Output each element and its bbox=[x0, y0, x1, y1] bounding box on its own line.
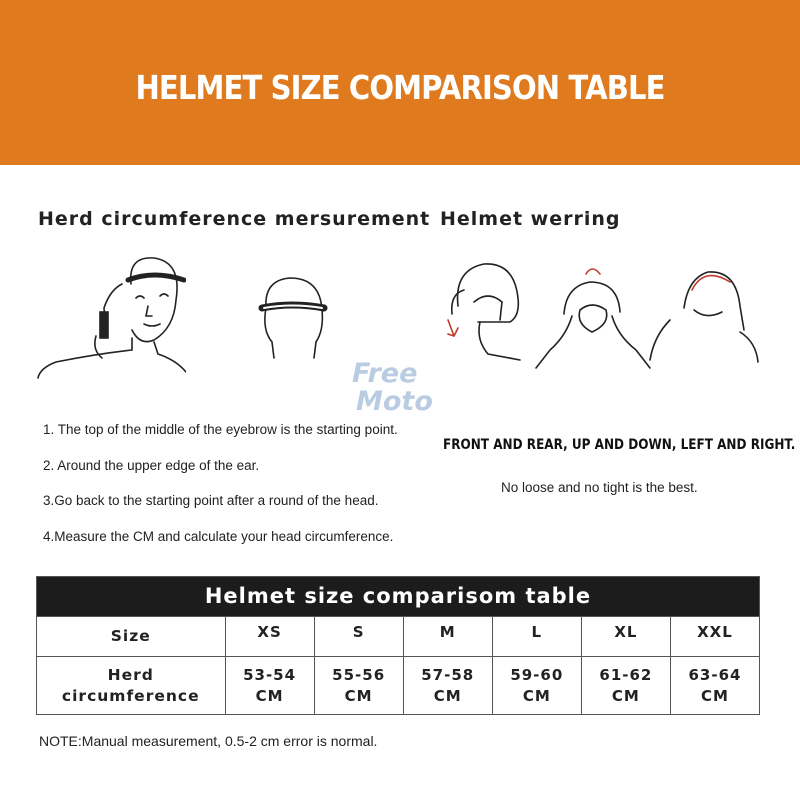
wearing-note: No loose and no tight is the best. bbox=[501, 480, 698, 495]
range-xs: 53-54 bbox=[243, 665, 297, 684]
circumference-m bbox=[403, 657, 492, 714]
range-xxl: 63-64 bbox=[688, 665, 742, 684]
circumference-xs bbox=[225, 657, 314, 714]
size-s: S bbox=[314, 617, 403, 656]
circumference-l bbox=[492, 657, 581, 714]
size-l: L bbox=[492, 617, 581, 656]
unit-l: CM bbox=[522, 686, 551, 705]
unit-s: CM bbox=[344, 686, 373, 705]
wearing-heading: Helmet werring bbox=[440, 208, 621, 230]
step-3: 3.Go back to the starting point after a round of the head. bbox=[43, 493, 379, 508]
size-xxl: XXL bbox=[670, 617, 759, 656]
page-title: HELMET SIZE COMPARISON TABLE bbox=[135, 68, 665, 107]
title-banner bbox=[0, 0, 800, 165]
unit-xxl: CM bbox=[700, 686, 729, 705]
measurement-steps bbox=[43, 422, 403, 564]
wearing-caption: FRONT AND REAR, UP AND DOWN, LEFT AND RIGHT. bbox=[443, 437, 796, 453]
circumference-xl bbox=[581, 657, 670, 714]
table-title: Helmet size comparisom table bbox=[37, 577, 759, 616]
circumference-xxl bbox=[670, 657, 759, 714]
size-m: M bbox=[403, 617, 492, 656]
step-4: 4.Measure the CM and calculate your head circumference. bbox=[43, 528, 394, 544]
range-m: 57-58 bbox=[421, 665, 475, 684]
head-measure-illustration bbox=[36, 250, 186, 390]
circumference-label-line-1: Herd bbox=[107, 665, 154, 684]
circumference-row bbox=[37, 656, 759, 714]
size-xl: XL bbox=[581, 617, 670, 656]
size-row bbox=[37, 616, 759, 656]
unit-xl: CM bbox=[611, 686, 640, 705]
unit-m: CM bbox=[433, 686, 462, 705]
step-2: 2. Around the upper edge of the ear. bbox=[43, 457, 260, 473]
unit-xs: CM bbox=[255, 686, 284, 705]
head-profile-illustration bbox=[254, 250, 334, 390]
measurement-note: NOTE:Manual measurement, 0.5-2 cm error is normal. bbox=[39, 733, 378, 749]
free-moto-watermark bbox=[352, 360, 462, 430]
measurement-heading: Herd circumference mersurement bbox=[38, 208, 431, 230]
range-l: 59-60 bbox=[510, 665, 564, 684]
circumference-s bbox=[314, 657, 403, 714]
range-s: 55-56 bbox=[332, 665, 386, 684]
watermark-line-2: Moto bbox=[356, 386, 433, 417]
helmet-wearing-illustration bbox=[440, 250, 760, 390]
size-xs: XS bbox=[225, 617, 314, 656]
circumference-label-line-2: circumference bbox=[61, 686, 200, 705]
circumference-label bbox=[37, 657, 225, 714]
range-xl: 61-62 bbox=[599, 665, 653, 684]
size-label: Size bbox=[110, 627, 151, 645]
step-1: 1. The top of the middle of the eyebrow is the starting point. bbox=[43, 422, 398, 437]
size-comparison-table bbox=[36, 576, 760, 715]
watermark-line-1: Free bbox=[352, 358, 418, 389]
